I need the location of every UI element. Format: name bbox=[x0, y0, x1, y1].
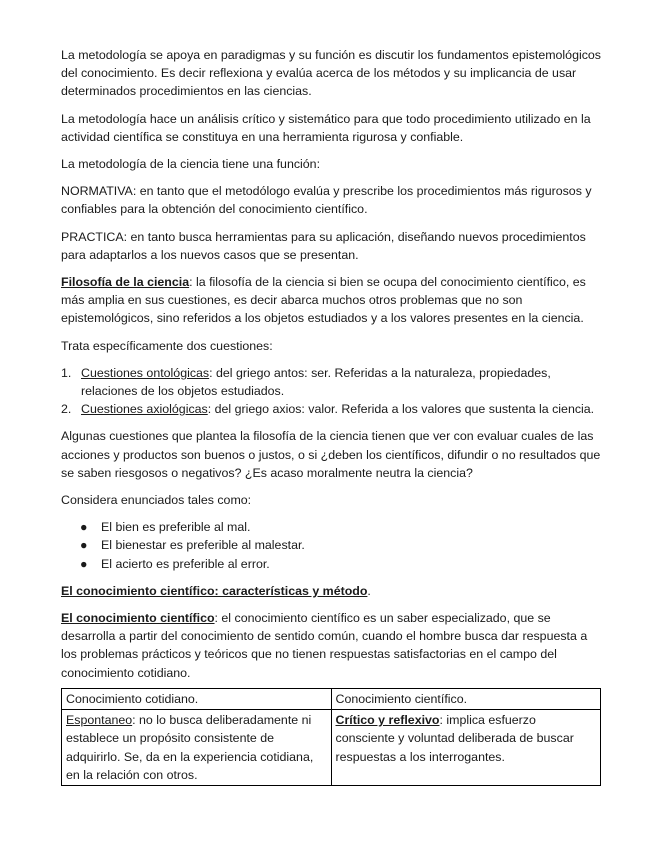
list-item bbox=[61, 400, 601, 418]
paragraph-algunas-cuestiones: Algunas cuestiones que plantea la filosofía de la ciencia tienen que ver con evaluar cuales de las acciones y productos son buenos o justos, o si ¿deben los científicos, difundir o no resultados que se saben riesgosos o negativos? ¿Es acaso moralmente neutra la ciencia? bbox=[61, 429, 601, 480]
list-item: ● El acierto es preferible al error. bbox=[101, 555, 601, 573]
list-item: ● El bienestar es preferible al malestar. bbox=[101, 536, 601, 554]
cuestiones-list bbox=[61, 364, 601, 419]
heading-text: El conocimiento científico: características y método bbox=[61, 583, 368, 598]
table-header: Conocimiento cotidiano. bbox=[62, 688, 332, 709]
bullet-icon: ● bbox=[80, 556, 88, 571]
paragraph-trata: Trata específicamente dos cuestiones: bbox=[61, 338, 273, 353]
list-number: 1. bbox=[61, 365, 72, 380]
table-header-row bbox=[62, 688, 601, 709]
table-row bbox=[62, 710, 601, 786]
table-header: Conocimiento científico. bbox=[331, 688, 601, 709]
paragraph-conocimiento bbox=[61, 609, 601, 682]
cuestion-text: : del griego axios: valor. Referida a los valores que sustenta la ciencia. bbox=[207, 402, 595, 417]
bullet-icon: ● bbox=[80, 520, 88, 535]
list-item bbox=[61, 364, 601, 400]
section-heading: El conocimiento científico: características y método. bbox=[61, 583, 371, 598]
cuestion-term: Cuestiones ontológicas bbox=[81, 365, 210, 380]
filosofia-term: Filosofía de la ciencia bbox=[61, 275, 190, 290]
filosofia-text: : la filosofía de la ciencia si bien se ocupa del conocimiento científico, es más amplia en sus cuestiones, es decir abarca muchos otros problemas que no son epistemológicos, sino referidos a los objetos estudiados y a los valores presentes en la ciencia. bbox=[61, 275, 586, 326]
cell-term: Crítico y reflexivo bbox=[335, 713, 440, 728]
paragraph-analisis-critico: La metodología hace un análisis crítico y sistemático para que todo procedimiento utilizado en la actividad científica se constituya en una herramienta rigurosa y confiable. bbox=[61, 111, 591, 144]
document-page bbox=[61, 46, 601, 786]
list-number: 2. bbox=[61, 402, 72, 417]
list-item: ● El bien es preferible al mal. bbox=[101, 518, 601, 536]
paragraph-paradigmas: La metodología se apoya en paradigmas y su función es discutir los fundamentos epistemológicos del conocimiento. Es decir reflexiona y evalúa acerca de los métodos y su implicancia de usar determinados procedimientos en las ciencias. bbox=[61, 48, 601, 99]
conocimiento-text: : el conocimiento científico es un saber especializado, que se desarrolla a partir del conocimiento de sentido común, cuando el hombre busca dar respuesta a los problemas prácticos y teóricos que no tienen respuestas satisfactorias en el campo del conocimiento cotidiano. bbox=[61, 611, 588, 680]
cell-term: Espontaneo bbox=[66, 713, 133, 728]
conocimiento-term: El conocimiento científico bbox=[61, 611, 215, 626]
table-cell: Espontaneo: no lo busca deliberadamente ni establece un propósito consistente de adquirirlo. Se, da en la experiencia cotidiana, en la relación con otros. bbox=[62, 710, 332, 786]
paragraph-normativa: NORMATIVA: en tanto que el metodólogo evalúa y prescribe los procedimientos más rigurosos y confiables para la obtención del conocimiento científico. bbox=[61, 184, 592, 217]
paragraph-filosofia bbox=[61, 273, 601, 328]
bullet-icon: ● bbox=[80, 538, 88, 553]
table-cell: Crítico y reflexivo: implica esfuerzo consciente y voluntad deliberada de buscar respuestas a los interrogantes. bbox=[331, 710, 601, 786]
cuestion-text: : del griego antos: ser. Referidas a la naturaleza, propiedades, relaciones de los objetos estudiados. bbox=[81, 365, 551, 399]
comparison-table bbox=[61, 688, 601, 786]
paragraph-considera: Considera enunciados tales como: bbox=[61, 493, 252, 508]
enunciados-list bbox=[61, 518, 601, 573]
cuestion-term: Cuestiones axiológicas bbox=[81, 402, 208, 417]
paragraph-funcion: La metodología de la ciencia tiene una función: bbox=[61, 157, 321, 172]
paragraph-practica: PRACTICA: en tanto busca herramientas para su aplicación, diseñando nuevos procedimientos para adaptarlos a los nuevos casos que se presentan. bbox=[61, 229, 586, 262]
